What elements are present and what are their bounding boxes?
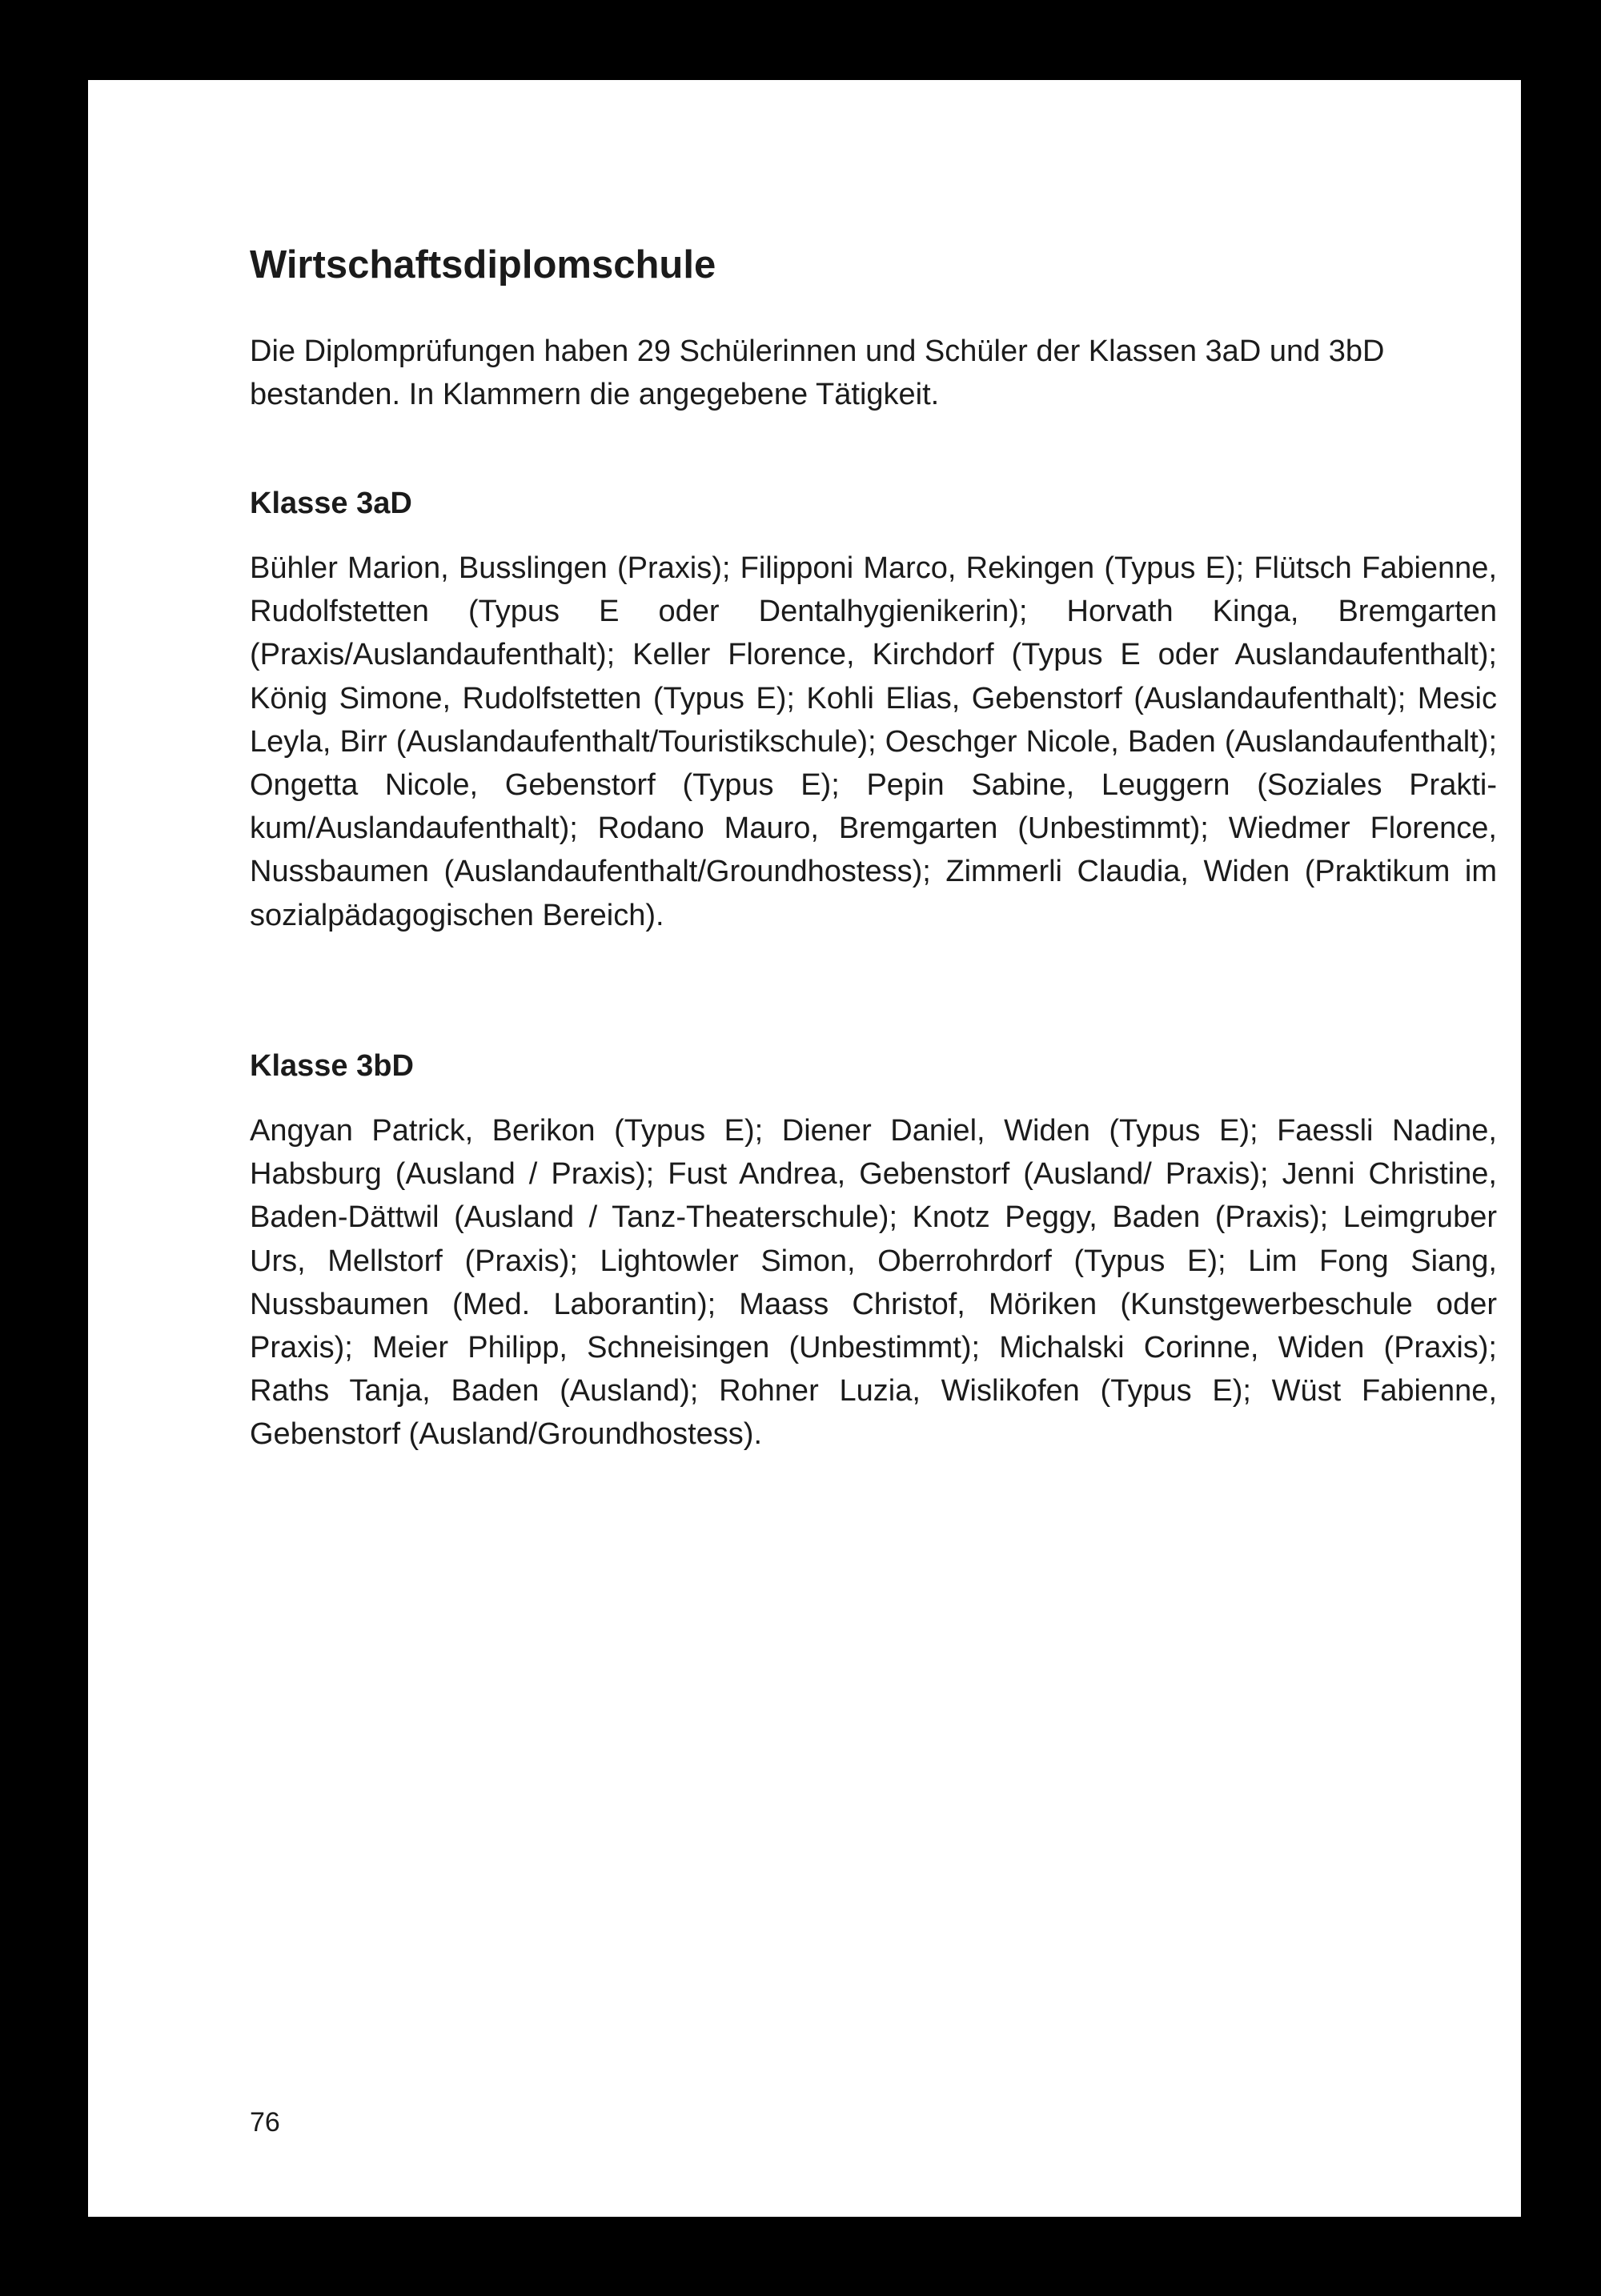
section-heading-klasse-3bd: Klasse 3bD [250, 1049, 414, 1083]
document-page [88, 80, 1521, 2217]
section-body-klasse-3bd: Angyan Patrick, Berikon (Typus E); Diener Daniel, Widen (Typus E); Faessli Nadine, Habsburg (Ausland / Praxis); Fust Andrea, Gebenstorf (Ausland/ Praxis); Jenni Christine, Baden-Dättwil (Ausland / Tanz-Theaterschule); Knotz Peggy, Baden (Praxis); Leimgruber Urs, Mellstorf (Praxis); Lightowler Simon, Oberrohrdorf (Typus E); Lim Fong Siang, Nussbaumen (Med. Laborantin); Maass Christof, Möriken (Kunstgewerbeschule oder Praxis); Meier Philipp, Schneisingen (Unbestimmt); Michalski Corinne, Widen (Praxis); Raths Tanja, Baden (Ausland); Rohner Luzia, Wislikofen (Typus E); Wüst Fabienne, Gebenstorf (Ausland/Groundhostess). [250, 1114, 1497, 1452]
page-title: Wirtschaftsdiplomschule [250, 243, 716, 286]
intro-paragraph: Die Diplomprüfungen haben 29 Schülerinnen und Schüler der Klassen 3aD und 3bD bestanden. In Klammern die angegebene Tätigkeit. [250, 335, 1385, 411]
page-number: 76 [250, 2107, 280, 2138]
section-body-klasse-3ad: Bühler Marion, Busslingen (Praxis); Filipponi Marco, Rekingen (Typus E); Flütsch Fabienne, Rudolfstetten (Typus E oder Dentalhygienikerin); Horvath Kinga, Bremgarten (Praxis/Auslandaufenthalt); Keller Florence, Kirchdorf (Typus E oder Auslandaufenthalt); König Simone, Rudolfstetten (Typus E); Kohli Elias, Gebenstorf (Auslandaufenthalt); Mesic Leyla, Birr (Auslandaufenthalt/Touristikschule); Oeschger Nicole, Baden (Auslandaufenthalt); Ongetta Nicole, Gebenstorf (Typus E); Pepin Sabine, Leuggern (Soziales Praktikum/Auslandaufenthalt); Rodano Mauro, Bremgarten (Unbestimmt); Wiedmer Florence, Nussbaumen (Auslandaufenthalt/Groundhostess); Zimmerli Claudia, Widen (Praktikum im sozialpädagogischen Bereich). [250, 551, 1497, 932]
section-heading-klasse-3ad: Klasse 3aD [250, 487, 412, 520]
